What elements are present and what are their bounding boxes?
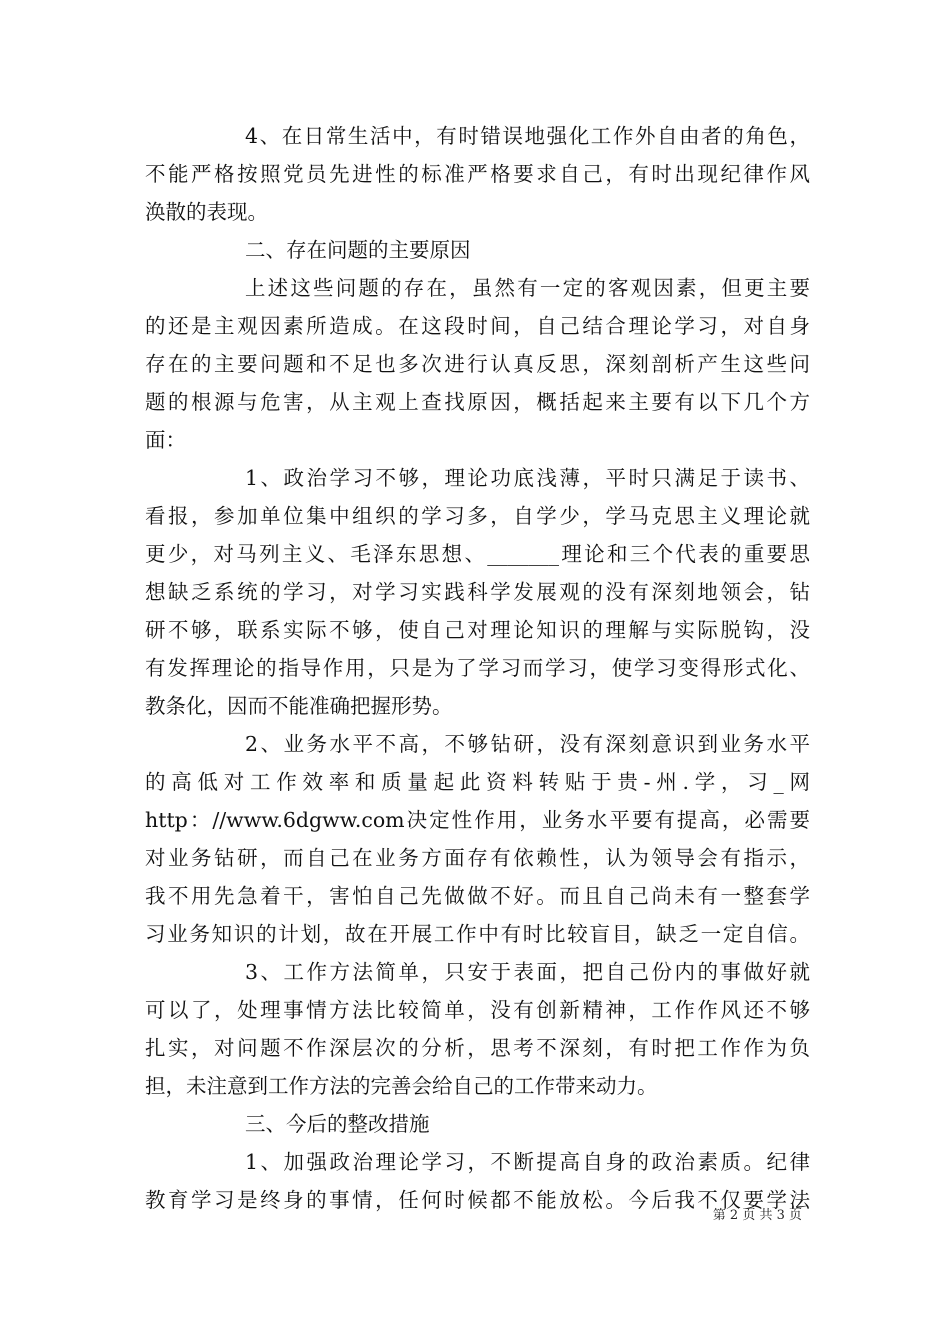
paragraph-line: 我不用先急着干，害怕自己先做做不好。而且自己尚未有一整套学 xyxy=(145,884,810,908)
paragraph-line: 1、加强政治理论学习，不断提高自身的政治素质。纪律 xyxy=(245,1150,810,1174)
paragraph-line: 对业务钻研，而自己在业务方面存有依赖性，认为领导会有指示， xyxy=(145,846,810,870)
paragraph-line: 教条化，因而不能准确把握形势。 xyxy=(145,694,453,718)
paragraph-line: 上述这些问题的存在，虽然有一定的客观因素，但更主要 xyxy=(245,276,810,300)
paragraph-line: 可以了，处理事情方法比较简单，没有创新精神，工作作风还不够 xyxy=(145,998,810,1022)
paragraph-line: 的高低对工作效率和质量起此资料转贴于贵-州.学，习_网 xyxy=(145,770,810,794)
paragraph-line: 3、工作方法简单，只安于表面，把自己份内的事做好就 xyxy=(245,960,810,984)
paragraph-line: 教育学习是终身的事情，任何时候都不能放松。今后我不仅要学法 xyxy=(145,1188,810,1212)
paragraph-line: 1、政治学习不够，理论功底浅薄，平时只满足于读书、 xyxy=(245,466,810,490)
paragraph-line: 研不够，联系实际不够，使自己对理论知识的理解与实际脱钩，没 xyxy=(145,618,810,642)
paragraph-line: 想缺乏系统的学习，对学习实践科学发展观的没有深刻地领会，钻 xyxy=(145,580,810,604)
paragraph-line: 看报，参加单位集中组织的学习多，自学少，学马克思主义理论就 xyxy=(145,504,810,528)
paragraph-line: http：//www.6dgww.com决定性作用，业务水平要有提高，必需要 xyxy=(145,808,810,832)
paragraph-line: 更少，对马列主义、毛泽东思想、_______理论和三个代表的重要思 xyxy=(145,542,810,566)
page-number: 第 2 页 共 3 页 xyxy=(712,1208,802,1223)
paragraph-line: 有发挥理论的指导作用，只是为了学习而学习，使学习变得形式化、 xyxy=(145,656,810,680)
paragraph-line: 存在的主要问题和不足也多次进行认真反思，深刻剖析产生这些问 xyxy=(145,352,810,376)
paragraph-line: 的还是主观因素所造成。在这段时间，自己结合理论学习，对自身 xyxy=(145,314,810,338)
paragraph-line: 4、在日常生活中，有时错误地强化工作外自由者的角色， xyxy=(245,124,810,148)
paragraph-line: 2、业务水平不高，不够钻研，没有深刻意识到业务水平 xyxy=(245,732,810,756)
paragraph-line: 担，未注意到工作方法的完善会给自己的工作带来动力。 xyxy=(145,1074,658,1098)
paragraph-line: 涣散的表现。 xyxy=(145,200,268,224)
paragraph-line: 面： xyxy=(145,428,186,452)
body-text xyxy=(145,117,810,1219)
section-heading: 二、存在问题的主要原因 xyxy=(245,238,471,262)
paragraph-line: 不能严格按照党员先进性的标准严格要求自己，有时出现纪律作风 xyxy=(145,162,810,186)
section-heading: 三、今后的整改措施 xyxy=(245,1112,430,1136)
paragraph-line: 题的根源与危害，从主观上查找原因，概括起来主要有以下几个方 xyxy=(145,390,810,414)
paragraph-line: 习业务知识的计划，故在开展工作中有时比较盲目，缺乏一定自信。 xyxy=(145,922,810,946)
paragraph-line: 扎实，对问题不作深层次的分析，思考不深刻，有时把工作作为负 xyxy=(145,1036,810,1060)
